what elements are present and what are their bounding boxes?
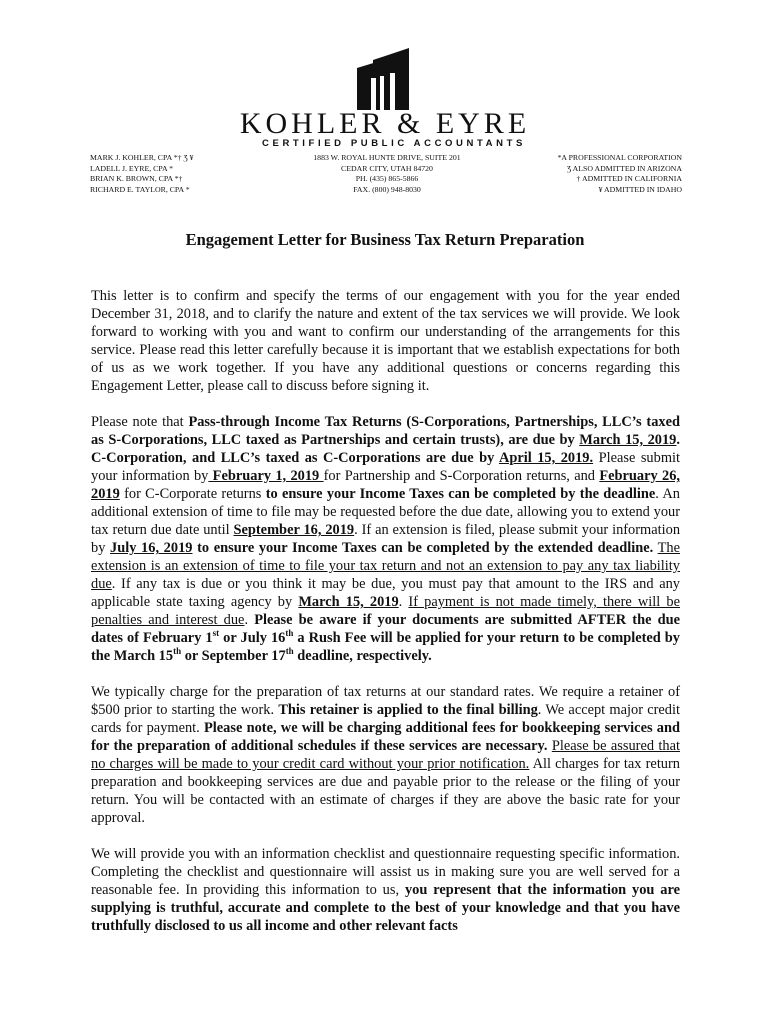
fax-line: FAX. (800) 948-8030 (353, 184, 421, 194)
partner-name: BRIAN K. BROWN, CPA *† (90, 174, 183, 184)
partner-list (90, 153, 194, 195)
paragraph-information: We will provide you with an information checklist and questionnaire requesting specific information. Completing the checklist and questionnaire will assist us in making sure you are well served for a reasonable fee. In providing this information to us, you represent that the information you are supplying is truthful, accurate and complete to the best of your knowledge and that you have truthfully disclosed to us all income and other relevant facts (91, 846, 680, 934)
note-line: ¥ ADMITTED IN IDAHO (598, 184, 682, 194)
address-line: 1883 W. ROYAL HUNTE DRIVE, SUITE 201 (313, 153, 461, 162)
note-line: † ADMITTED IN CALIFORNIA (576, 174, 682, 184)
paragraph-intro: This letter is to confirm and specify the terms of our engagement with you for the year ended December 31, 2018, and to clarify the nature and extent of the tax services we will provide. We look forward to working with you and want to confirm our understanding of the arrangements for this service. Please read this letter carefully because it is important that we establish expectations for both of us as we work together. If you have any additional questions or concerns regarding this Engagement Letter, please call to discuss before signing it. (91, 288, 680, 394)
firm-tagline: CERTIFIED PUBLIC ACCOUNTANTS (262, 138, 526, 149)
partner-name: LADELL J. EYRE, CPA * (90, 163, 174, 173)
firm-logo-icon (357, 48, 409, 110)
phone-line: PH. (435) 865-5866 (355, 174, 419, 184)
document-title: Engagement Letter for Business Tax Return Preparation (185, 230, 585, 249)
admission-notes (558, 153, 682, 195)
paragraph-deadlines: Please note that Pass-through Income Tax Returns (S-Corporations, Partnerships, LLC’s taxed as S-Corporations, LLC taxed as Partnerships and certain trusts), are due by March 15, 2019. C-Corporation, and LLC’s taxed as C-Corporations are due by April 15, 2019. Please submit your information by February 1, 2019 for Partnership and S-Corporation returns, and February 26, 2019 for C-Corporate returns to ensure your Income Taxes can be completed by the deadline. An additional extension of time to file may be requested before the due date, allowing you to extend your tax return due date until September 16, 2019. If an extension is filed, please submit your information by July 16, 2019 to ensure your Income Taxes can be completed by the extended deadline. The extension is an extension of time to file your tax return and not an extension to pay any tax liability due. If any tax is due or you think it may be due, you must pay that amount to the IRS and any applicable state taxing agency by March 15, 2019. If payment is not made timely, there will be penalties and interest due. Please be aware if your documents are submitted AFTER the due dates of February 1st or July 16th a Rush Fee will be applied for your return to be completed by the March 15th or September 17th deadline, respectively. (91, 414, 681, 664)
letter-body (91, 287, 680, 953)
firm-name: KOHLER & EYRE (239, 107, 531, 140)
partner-name: RICHARD E. TAYLOR, CPA * (90, 184, 190, 194)
firm-address (300, 153, 474, 195)
address-line: CEDAR CITY, UTAH 84720 (341, 163, 433, 173)
partner-name: MARK J. KOHLER, CPA *† Ʒ ¥ (90, 153, 194, 162)
note-line: *A PROFESSIONAL CORPORATION (557, 153, 682, 162)
note-line: Ʒ ALSO ADMITTED IN ARIZONA (566, 163, 682, 173)
paragraph-fees: We typically charge for the preparation of tax returns at our standard rates. We require a retainer of $500 prior to starting the work. This retainer is applied to the final billing. We accept major credit cards for payment. Please note, we will be charging additional fees for bookkeeping services and for the preparation of additional schedules if these services are necessary. Please be assured that no charges will be made to your credit card without your prior notification. All charges for tax return preparation and bookkeeping services are due and payable prior to the release or the filing of your return. You will be contacted with an estimate of charges if they are above the basic rate for your approval. (91, 684, 680, 826)
